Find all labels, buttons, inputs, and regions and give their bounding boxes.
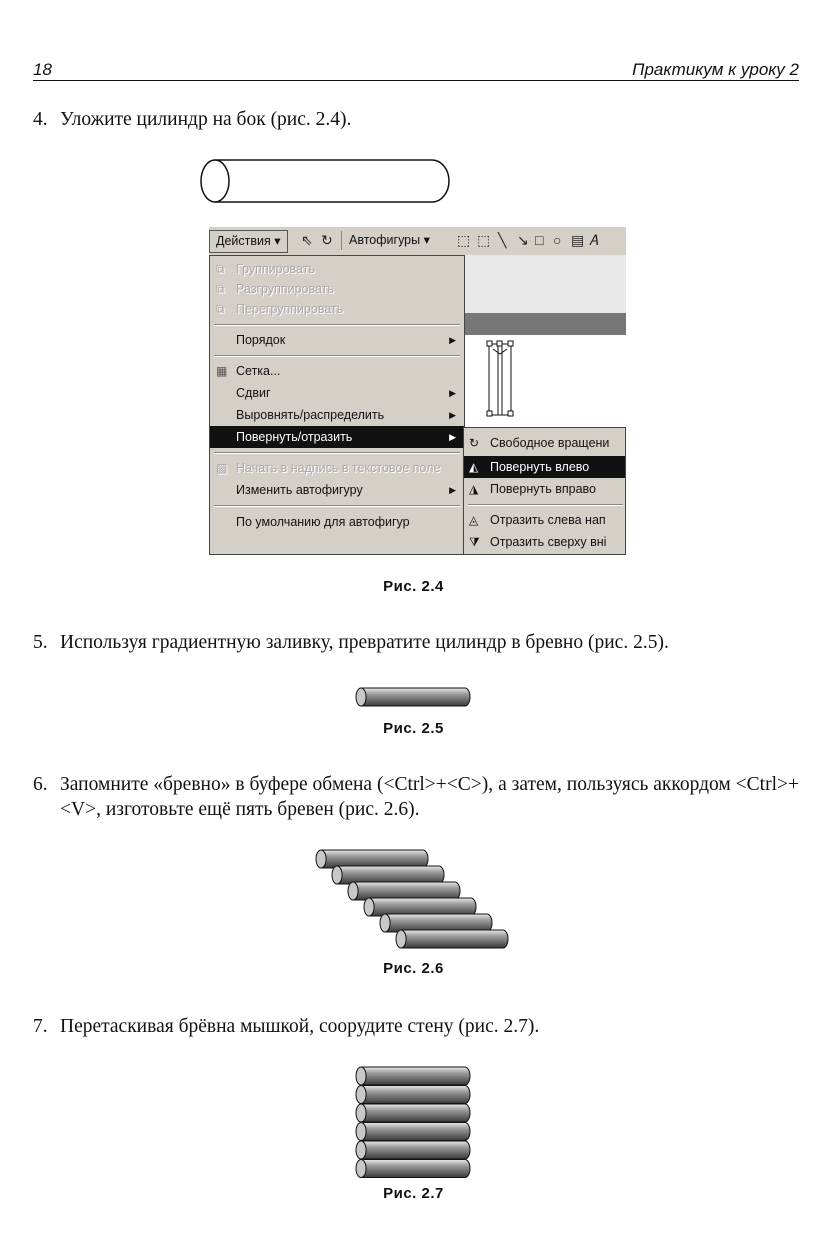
menu-item-align[interactable]: Выровнять/распределить ▶ — [210, 404, 464, 426]
group-icon: ⧉ — [216, 262, 225, 276]
log-cylinder — [316, 850, 428, 868]
textbox-icon[interactable]: ▤ — [571, 232, 585, 248]
submenu-rotate-right[interactable]: ◮ Повернуть вправо — [464, 478, 625, 500]
step-text: Используя градиентную заливку, превратите цилиндр в бревно (рис. 2.5). — [60, 632, 669, 653]
menu-item-defaults[interactable]: По умолчанию для автофигур — [236, 515, 410, 529]
figure-caption: Рис. 2.5 — [383, 720, 444, 737]
regroup-icon: ⧉ — [216, 302, 225, 316]
document-bar — [465, 313, 626, 335]
log-cylinder — [356, 1104, 470, 1122]
submenu-arrow-icon: ▶ — [449, 432, 456, 442]
draw-menu-screenshot — [209, 227, 626, 556]
callout-icon[interactable]: ⬚ — [477, 232, 491, 248]
page-number: 18 — [33, 60, 52, 79]
running-title: Практикум к уроку 2 — [632, 60, 799, 79]
drawing-toolbar — [209, 227, 626, 256]
rotate-left-icon: ◭ — [469, 460, 479, 474]
step-number: 5. — [33, 632, 48, 653]
step-text: Перетаскивая брёвна мышкой, соорудите стену (рис. 2.7). — [60, 1016, 540, 1037]
ungroup-icon: ⧉ — [216, 282, 225, 296]
menu-separator — [214, 452, 460, 454]
log-cylinder — [348, 882, 460, 900]
submenu-arrow-icon: ▶ — [449, 335, 456, 345]
menu-separator — [214, 505, 460, 507]
document-area — [465, 255, 626, 319]
log-cylinder — [356, 1160, 470, 1178]
arrow-icon[interactable]: ↘ — [517, 232, 529, 248]
actions-dropdown-menu — [209, 255, 465, 555]
figure-caption: Рис. 2.6 — [383, 960, 444, 977]
select-objects-icon[interactable]: ⇖ — [301, 232, 313, 248]
flip-horizontal-icon: ◬ — [469, 513, 479, 527]
submenu-flip-horizontal[interactable]: ◬ Отразить слева нап — [464, 509, 625, 531]
cylinder-outline-figure — [198, 158, 454, 206]
step-7 — [33, 1014, 799, 1039]
menu-separator — [214, 355, 460, 357]
menu-separator — [468, 504, 623, 506]
wordart-icon[interactable]: 𝐴 — [589, 232, 599, 248]
figure-caption: Рис. 2.4 — [383, 578, 444, 595]
submenu-free-rotate[interactable]: ↻ Свободное вращени — [464, 432, 625, 454]
log-cylinder — [356, 1086, 470, 1104]
menu-item-rotate-flip[interactable]: Повернуть/отразить ▶ — [210, 426, 464, 448]
free-rotate-icon[interactable]: ↻ — [321, 232, 333, 248]
submenu-rotate-left[interactable]: ◭ Повернуть влево — [464, 456, 625, 478]
step-5 — [33, 630, 799, 655]
autoshapes-menu-button[interactable]: Автофигуры ▾ — [349, 233, 430, 247]
log-cylinder — [356, 1067, 470, 1085]
step-text: Уложите цилиндр на бок (рис. 2.4). — [60, 109, 352, 130]
log-cylinder — [356, 688, 470, 706]
log-cylinder — [364, 898, 476, 916]
step-4 — [33, 107, 799, 132]
actions-menu-button[interactable]: Действия ▾ — [209, 230, 288, 253]
log-figure — [350, 684, 480, 710]
submenu-arrow-icon: ▶ — [449, 388, 456, 398]
step-number: 7. — [33, 1016, 48, 1037]
menu-item-order[interactable]: Порядок ▶ — [210, 329, 464, 351]
submenu-arrow-icon: ▶ — [449, 410, 456, 420]
step-6 — [33, 772, 799, 822]
page-header — [33, 58, 799, 81]
menu-item-text-box[interactable]: ▨ Начать в надпись в текстовое поле — [210, 457, 464, 479]
log-wall-figure — [350, 1064, 480, 1180]
rotate-right-icon: ◮ — [469, 482, 479, 496]
connector-icon[interactable]: ⬚ — [457, 232, 471, 248]
menu-item-grid[interactable]: ▦ Сетка... — [210, 360, 464, 382]
step-number: 6. — [33, 774, 48, 795]
oval-icon[interactable]: ○ — [553, 232, 562, 248]
submenu-arrow-icon: ▶ — [449, 485, 456, 495]
figure-caption: Рис. 2.7 — [383, 1185, 444, 1202]
menu-separator — [214, 324, 460, 326]
log-cylinder — [356, 1123, 470, 1141]
menu-item-change-autoshape[interactable]: Изменить автофигуру ▶ — [210, 479, 464, 501]
log-cylinder — [380, 914, 492, 932]
flip-vertical-icon: ⧩ — [469, 535, 480, 549]
toolbar-separator — [341, 231, 342, 250]
log-cylinder — [356, 1141, 470, 1159]
submenu-flip-vertical[interactable]: ⧩ Отразить сверху вні — [464, 531, 625, 553]
textbox-convert-icon: ▨ — [216, 461, 228, 475]
menu-item-nudge[interactable]: Сдвиг ▶ — [210, 382, 464, 404]
log-cylinder — [332, 866, 444, 884]
menu-item-ungroup[interactable]: ⧉ Разгруппировать — [210, 278, 464, 300]
line-icon[interactable]: ╲ — [498, 232, 507, 248]
menu-item-group[interactable]: ⧉ Группировать — [210, 258, 464, 280]
rectangle-icon[interactable]: □ — [535, 232, 544, 248]
rotate-flip-submenu — [463, 427, 626, 555]
staggered-logs-figure — [310, 846, 520, 952]
log-cylinder — [396, 930, 508, 948]
step-text: Запомните «бревно» в буфере обмена (<Ctrl>+<C>), а затем, пользуясь аккордом <Ctrl>+<V>, изготовьте ещё пять бревен (рис. 2.6). — [60, 774, 799, 820]
free-rotate-icon: ↻ — [469, 436, 480, 450]
menu-item-regroup[interactable]: ⧉ Перегруппировать — [210, 298, 464, 320]
step-number: 4. — [33, 109, 48, 130]
grid-icon: ▦ — [216, 364, 228, 378]
